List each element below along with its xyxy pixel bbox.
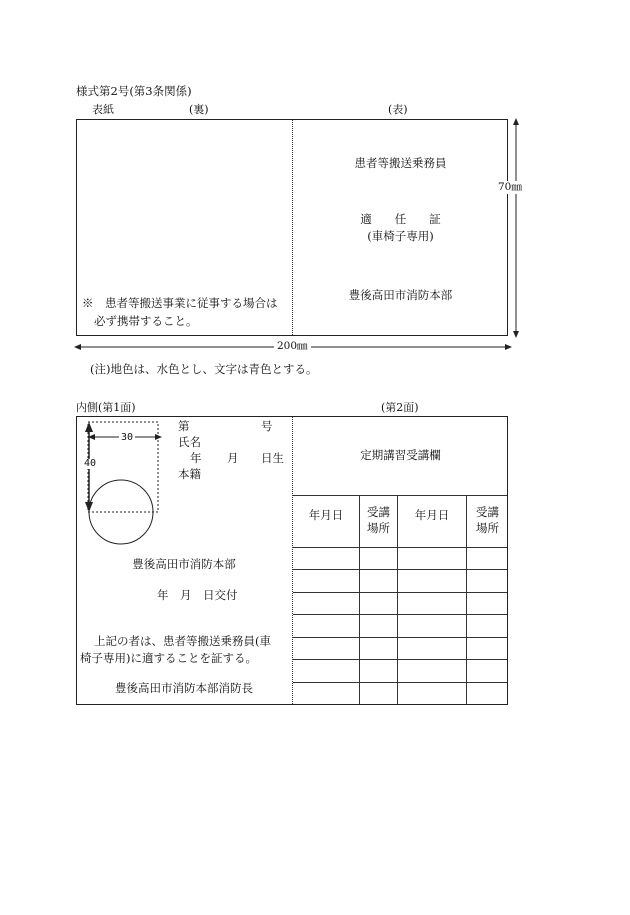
training-header-date-1: 年月日 [308,508,344,522]
issued-day: 日交付 [203,588,238,602]
back-side-label: (裏) [189,103,209,116]
training-row-line [293,614,507,615]
front-certificate-sub: (車椅子専用) [367,229,434,243]
training-header-bottom-line [293,547,507,548]
page2-label: (第2面) [381,401,419,414]
issued-month: 月 [180,588,192,602]
width-dimension-label: 200㎜ [274,341,311,352]
training-header-place-2: 受講 場所 [476,505,499,535]
inner-issuer: 豊後高田市消防本部 [132,557,236,571]
page1-label: 内側(第1面) [76,401,136,414]
training-row-line [293,637,507,638]
photo-width-label: 30 [121,432,134,443]
training-col-line-2 [397,495,398,704]
issued-year: 年 [157,588,169,602]
training-row-line [293,682,507,683]
field-birth-day: 日生 [261,451,284,465]
form-title: 様式第2号(第3条関係) [76,84,192,98]
training-row-line [293,569,507,570]
training-row-line [293,659,507,660]
training-header-top-line [293,495,507,496]
training-header-place-1: 受講 場所 [367,505,390,535]
training-header-date-2: 年月日 [414,508,450,522]
field-number-suffix: 号 [261,419,273,433]
statement-line1: 上記の者は、患者等搬送乗務員(車 [94,634,271,648]
training-table-title: 定期講習受講欄 [360,448,441,462]
front-title: 患者等搬送乗務員 [354,156,447,170]
cover-label: 表紙 [92,103,114,116]
height-dimension-arrow [510,118,522,338]
training-row-line [293,592,507,593]
back-note-line2: 必ず携帯すること。 [94,314,198,328]
height-dimension-label: 70㎜ [498,181,522,193]
field-name: 氏名 [178,435,201,449]
field-birth-month: 月 [227,451,239,465]
field-number-prefix: 第 [178,419,190,433]
back-note-line1: ※ 患者等搬送事業に従事する場合は [82,296,278,310]
field-birth-year: 年 [190,451,202,465]
front-issuer: 豊後高田市消防本部 [348,288,453,302]
fire-chief: 豊後高田市消防本部消防長 [115,681,253,695]
front-certificate: 適 任 証 [360,212,441,226]
cover-fold-line [292,120,293,335]
statement-line2: 椅子専用)に適することを証する。 [80,651,257,665]
field-domicile: 本籍 [178,467,201,481]
photo-height-label: 40 [84,458,97,469]
front-side-label: (表) [388,103,408,116]
color-note: (注)地色は、水色とし、文字は青色とする。 [90,362,318,376]
